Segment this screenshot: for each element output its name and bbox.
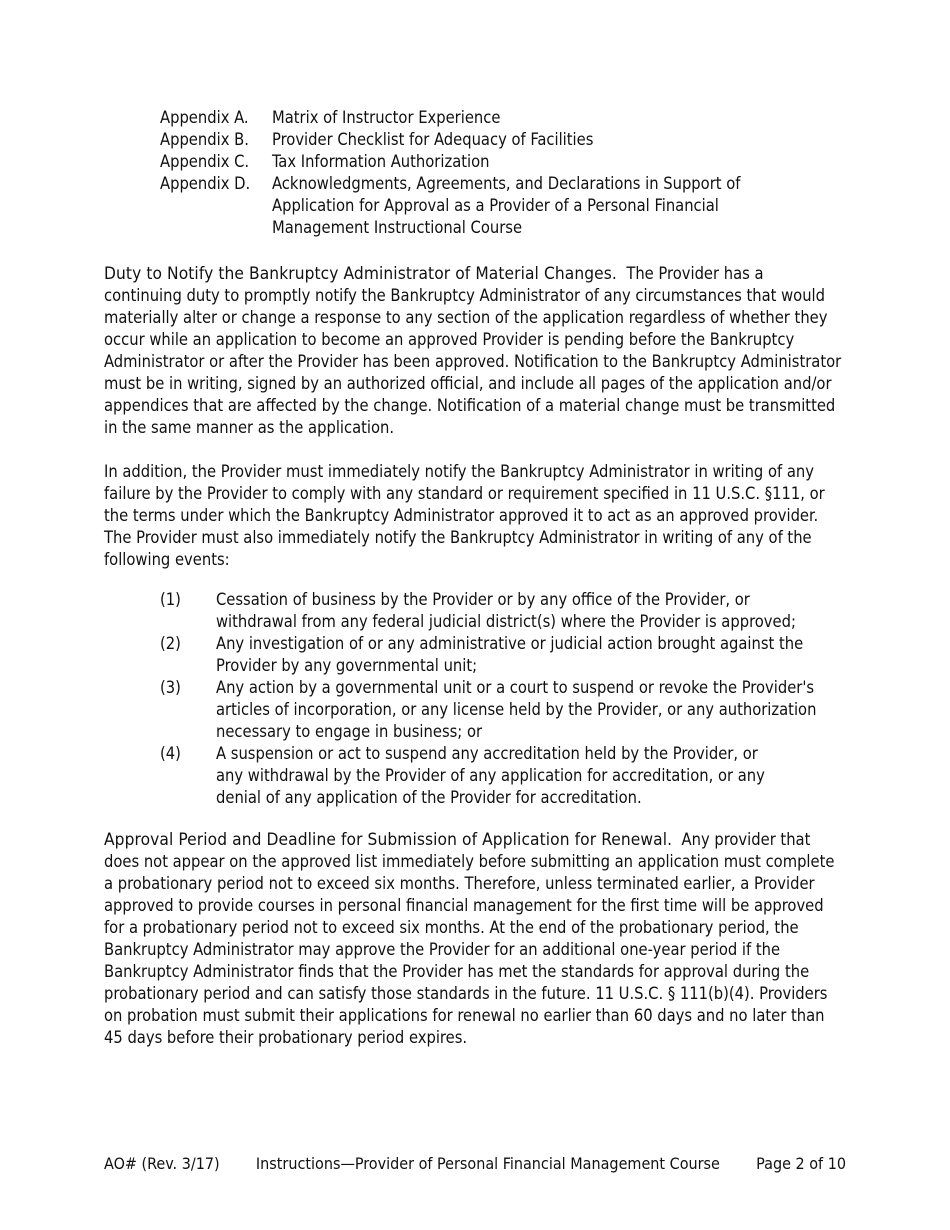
event-text: Any investigation of or any administrative or judicial action brought against the Provider by any governmental unit; [216,634,804,675]
event-item [160,743,860,809]
event-list [160,589,860,809]
appendix-key: Appendix D. [160,174,251,193]
appendix-item-d [160,173,860,239]
appendix-key: Appendix B. [160,130,249,149]
footer-title: Instructions—Provider of Personal Financial Management Course [255,1154,720,1173]
event-number: (4) [160,744,181,763]
page-footer [104,1153,846,1175]
event-text: Any action by a governmental unit or a court to suspend or revoke the Provider's articles of incorporation, or any license held by the Provider, or any authorization necessary to engage in business; or [216,678,817,741]
event-number: (2) [160,634,181,653]
appendix-key: Appendix A. [160,108,249,127]
addition-paragraph: In addition, the Provider must immediately notify the Bankruptcy Administrator in writing of any failure by the Provider to comply with any standard or requirement specified in 11 U.S.C. §111, or the terms under which the Bankruptcy Administrator approved it to act as an approved provider. The Provider must also immediately notify the Bankruptcy Administrator in writing of any of the following events: [104,462,825,569]
appendix-list [160,107,860,239]
appendix-item-a [160,107,860,129]
appendix-key: Appendix C. [160,152,250,171]
event-number: (3) [160,678,181,697]
event-item [160,589,860,633]
form-number: AO# (Rev. 3/17) [104,1154,220,1173]
appendix-title: Provider Checklist for Adequacy of Facilities [272,130,594,149]
approval-period-section [104,829,844,1049]
duty-to-notify-section [104,263,844,439]
section-body: Any provider that does not appear on the approved list immediately before submitting an application must complete a probationary period not to exceed six months. Therefore, unless terminated earlier, a Provider approved to provide courses in personal financial management for the first time will be approved for a probationary period not to exceed six months. At the end of the probationary period, the Bankruptcy Administrator may approve the Provider for an additional one-year period if the Bankruptcy Administrator finds that the Provider has met the standards for approval during the probationary period and can satisfy those standards in the future. 11 U.S.C. § 111(b)(4). Providers on probation must submit their applications for renewal no earlier than 60 days and no later than 45 days before their probationary period expires. [104,830,835,1047]
event-item [160,633,860,677]
appendix-title: Tax Information Authorization [272,152,490,171]
event-text: A suspension or act to suspend any accreditation held by the Provider, or any withdrawal by the Provider of any application for accreditation, or any denial of any application of the Provider for accreditation. [216,744,765,807]
event-item [160,677,860,743]
section-body: The Provider has a continuing duty to promptly notify the Bankruptcy Administrator of any circumstances that would materially alter or change a response to any section of the application regardless of whether they occur while an application to become an approved Provider is pending before the Bankruptcy Administrator or after the Provider has been approved. Notification to the Bankruptcy Administrator must be in writing, signed by an authorized official, and include all pages of the application and/or appendices that are affected by the change. Notification of a material change must be transmitted in the same manner as the application. [104,264,842,437]
event-number: (1) [160,590,181,609]
appendix-item-b [160,129,860,151]
appendix-item-c [160,151,860,173]
appendix-title: Acknowledgments, Agreements, and Declarations in Support of Application for Approval as a Provider of a Personal Financial Management Instructional Course [272,174,741,237]
event-text: Cessation of business by the Provider or by any office of the Provider, or withdrawal from any federal judicial district(s) where the Provider is approved; [216,590,796,631]
appendix-title: Matrix of Instructor Experience [272,108,501,127]
section-heading: Approval Period and Deadline for Submission of Application for Renewal. [104,830,673,850]
page-number: Page 2 of 10 [756,1154,846,1173]
section-heading: Duty to Notify the Bankruptcy Administrator of Material Changes. [104,264,617,284]
